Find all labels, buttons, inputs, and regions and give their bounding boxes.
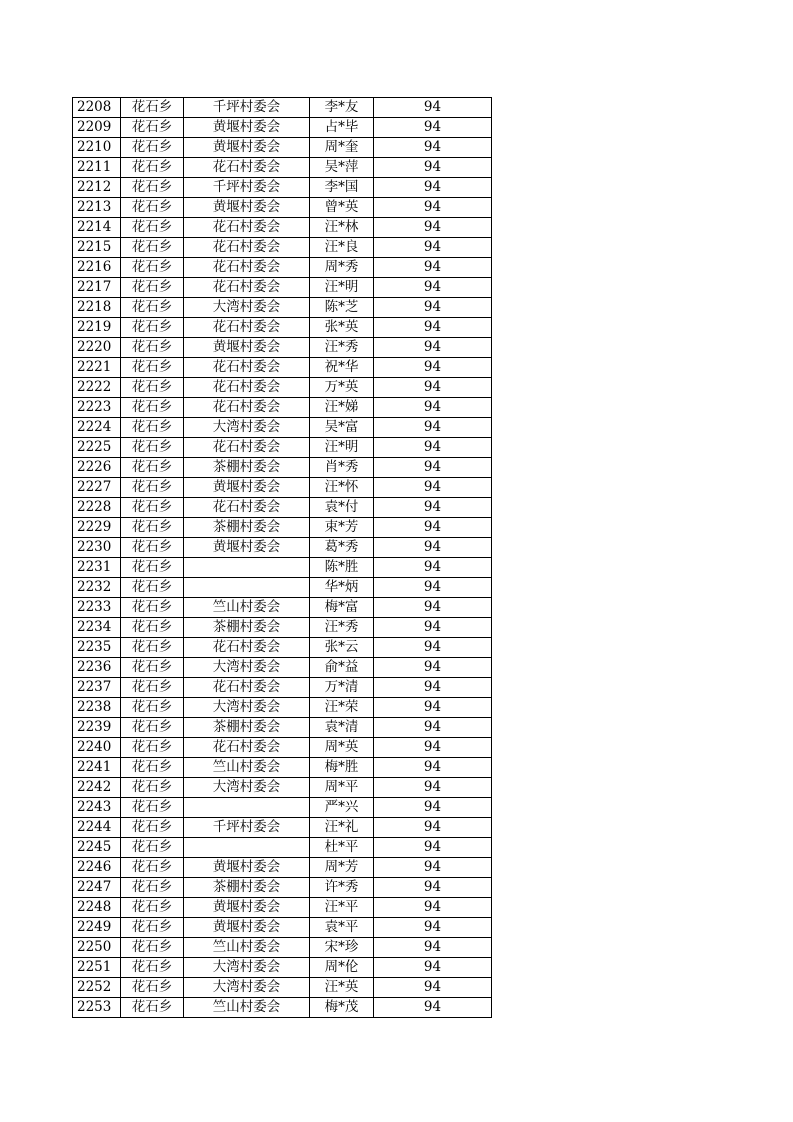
cell-number: 2237 — [73, 678, 121, 698]
cell-score: 94 — [374, 878, 492, 898]
cell-township: 花石乡 — [121, 898, 184, 918]
cell-score: 94 — [374, 418, 492, 438]
cell-number: 2235 — [73, 638, 121, 658]
cell-number: 2229 — [73, 518, 121, 538]
cell-number: 2253 — [73, 998, 121, 1018]
cell-number: 2249 — [73, 918, 121, 938]
cell-score: 94 — [374, 698, 492, 718]
table-row — [73, 958, 492, 978]
cell-person-name: 周*伦 — [310, 958, 374, 978]
cell-score: 94 — [374, 718, 492, 738]
cell-village-committee — [184, 798, 310, 818]
cell-person-name: 周*奎 — [310, 138, 374, 158]
cell-person-name: 杜*平 — [310, 838, 374, 858]
table-row — [73, 538, 492, 558]
cell-village-committee: 竺山村委会 — [184, 998, 310, 1018]
cell-township: 花石乡 — [121, 838, 184, 858]
cell-township: 花石乡 — [121, 558, 184, 578]
cell-score: 94 — [374, 538, 492, 558]
cell-person-name: 万*英 — [310, 378, 374, 398]
cell-village-committee: 花石村委会 — [184, 358, 310, 378]
cell-township: 花石乡 — [121, 298, 184, 318]
table-row — [73, 858, 492, 878]
cell-number: 2238 — [73, 698, 121, 718]
cell-person-name: 陈*胜 — [310, 558, 374, 578]
cell-township: 花石乡 — [121, 778, 184, 798]
cell-village-committee: 花石村委会 — [184, 638, 310, 658]
table-row — [73, 398, 492, 418]
cell-number: 2216 — [73, 258, 121, 278]
table-row — [73, 578, 492, 598]
cell-score: 94 — [374, 818, 492, 838]
cell-township: 花石乡 — [121, 358, 184, 378]
cell-village-committee: 竺山村委会 — [184, 758, 310, 778]
cell-person-name: 周*秀 — [310, 258, 374, 278]
cell-score: 94 — [374, 898, 492, 918]
table-row — [73, 358, 492, 378]
cell-score: 94 — [374, 678, 492, 698]
cell-village-committee: 竺山村委会 — [184, 938, 310, 958]
cell-number: 2252 — [73, 978, 121, 998]
cell-township: 花石乡 — [121, 878, 184, 898]
cell-village-committee: 黄堰村委会 — [184, 898, 310, 918]
cell-number: 2218 — [73, 298, 121, 318]
cell-township: 花石乡 — [121, 218, 184, 238]
cell-village-committee: 茶棚村委会 — [184, 518, 310, 538]
cell-score: 94 — [374, 938, 492, 958]
cell-number: 2245 — [73, 838, 121, 858]
cell-township: 花石乡 — [121, 818, 184, 838]
cell-person-name: 汪*明 — [310, 278, 374, 298]
table-row — [73, 298, 492, 318]
table-row — [73, 598, 492, 618]
table-row — [73, 278, 492, 298]
cell-village-committee: 花石村委会 — [184, 738, 310, 758]
table-row — [73, 918, 492, 938]
cell-person-name: 汪*秀 — [310, 618, 374, 638]
table-row — [73, 498, 492, 518]
cell-person-name: 袁*清 — [310, 718, 374, 738]
cell-score: 94 — [374, 858, 492, 878]
cell-score: 94 — [374, 638, 492, 658]
cell-score: 94 — [374, 98, 492, 118]
cell-person-name: 宋*珍 — [310, 938, 374, 958]
cell-score: 94 — [374, 518, 492, 538]
table-row — [73, 338, 492, 358]
cell-score: 94 — [374, 178, 492, 198]
cell-number: 2224 — [73, 418, 121, 438]
cell-score: 94 — [374, 598, 492, 618]
cell-township: 花石乡 — [121, 718, 184, 738]
cell-score: 94 — [374, 838, 492, 858]
table-row — [73, 638, 492, 658]
table-row — [73, 838, 492, 858]
table-row — [73, 998, 492, 1018]
cell-number: 2219 — [73, 318, 121, 338]
cell-village-committee: 花石村委会 — [184, 498, 310, 518]
cell-township: 花石乡 — [121, 258, 184, 278]
cell-village-committee: 黄堰村委会 — [184, 478, 310, 498]
cell-number: 2227 — [73, 478, 121, 498]
cell-number: 2221 — [73, 358, 121, 378]
cell-person-name: 汪*怀 — [310, 478, 374, 498]
cell-township: 花石乡 — [121, 318, 184, 338]
cell-township: 花石乡 — [121, 398, 184, 418]
cell-score: 94 — [374, 298, 492, 318]
table-row — [73, 378, 492, 398]
cell-number: 2231 — [73, 558, 121, 578]
cell-township: 花石乡 — [121, 918, 184, 938]
cell-township: 花石乡 — [121, 678, 184, 698]
table-row — [73, 518, 492, 538]
cell-village-committee: 千坪村委会 — [184, 98, 310, 118]
table-row — [73, 438, 492, 458]
cell-village-committee — [184, 838, 310, 858]
cell-township: 花石乡 — [121, 958, 184, 978]
cell-number: 2243 — [73, 798, 121, 818]
cell-township: 花石乡 — [121, 738, 184, 758]
cell-township: 花石乡 — [121, 238, 184, 258]
cell-number: 2241 — [73, 758, 121, 778]
cell-score: 94 — [374, 278, 492, 298]
table-row — [73, 798, 492, 818]
cell-township: 花石乡 — [121, 118, 184, 138]
cell-person-name: 华*炳 — [310, 578, 374, 598]
cell-number: 2222 — [73, 378, 121, 398]
cell-score: 94 — [374, 138, 492, 158]
cell-person-name: 周*英 — [310, 738, 374, 758]
cell-person-name: 汪*良 — [310, 238, 374, 258]
cell-person-name: 吴*萍 — [310, 158, 374, 178]
table-row — [73, 658, 492, 678]
cell-number: 2230 — [73, 538, 121, 558]
table-row — [73, 738, 492, 758]
cell-village-committee: 大湾村委会 — [184, 978, 310, 998]
cell-score: 94 — [374, 318, 492, 338]
cell-number: 2240 — [73, 738, 121, 758]
cell-number: 2225 — [73, 438, 121, 458]
cell-score: 94 — [374, 658, 492, 678]
cell-number: 2233 — [73, 598, 121, 618]
table-row — [73, 318, 492, 338]
cell-person-name: 周*平 — [310, 778, 374, 798]
cell-person-name: 许*秀 — [310, 878, 374, 898]
cell-number: 2228 — [73, 498, 121, 518]
cell-village-committee: 大湾村委会 — [184, 658, 310, 678]
cell-number: 2226 — [73, 458, 121, 478]
cell-score: 94 — [374, 618, 492, 638]
table-row — [73, 238, 492, 258]
cell-township: 花石乡 — [121, 658, 184, 678]
cell-township: 花石乡 — [121, 378, 184, 398]
cell-person-name: 梅*胜 — [310, 758, 374, 778]
cell-township: 花石乡 — [121, 578, 184, 598]
cell-village-committee: 黄堰村委会 — [184, 858, 310, 878]
cell-number: 2215 — [73, 238, 121, 258]
cell-score: 94 — [374, 758, 492, 778]
cell-score: 94 — [374, 578, 492, 598]
table-row — [73, 178, 492, 198]
cell-person-name: 袁*付 — [310, 498, 374, 518]
cell-number: 2244 — [73, 818, 121, 838]
cell-village-committee: 花石村委会 — [184, 238, 310, 258]
cell-village-committee: 花石村委会 — [184, 378, 310, 398]
cell-village-committee: 黄堰村委会 — [184, 198, 310, 218]
cell-number: 2246 — [73, 858, 121, 878]
table-row — [73, 198, 492, 218]
cell-person-name: 肖*秀 — [310, 458, 374, 478]
cell-village-committee: 花石村委会 — [184, 678, 310, 698]
cell-number: 2232 — [73, 578, 121, 598]
cell-score: 94 — [374, 738, 492, 758]
cell-village-committee: 花石村委会 — [184, 158, 310, 178]
cell-village-committee: 花石村委会 — [184, 438, 310, 458]
cell-township: 花石乡 — [121, 98, 184, 118]
cell-person-name: 张*英 — [310, 318, 374, 338]
cell-township: 花石乡 — [121, 798, 184, 818]
cell-score: 94 — [374, 258, 492, 278]
cell-township: 花石乡 — [121, 138, 184, 158]
cell-number: 2248 — [73, 898, 121, 918]
cell-township: 花石乡 — [121, 978, 184, 998]
cell-person-name: 汪*礼 — [310, 818, 374, 838]
cell-person-name: 万*清 — [310, 678, 374, 698]
cell-village-committee: 花石村委会 — [184, 318, 310, 338]
cell-village-committee — [184, 558, 310, 578]
cell-score: 94 — [374, 558, 492, 578]
cell-township: 花石乡 — [121, 178, 184, 198]
cell-township: 花石乡 — [121, 418, 184, 438]
cell-township: 花石乡 — [121, 938, 184, 958]
cell-township: 花石乡 — [121, 638, 184, 658]
cell-score: 94 — [374, 398, 492, 418]
cell-person-name: 汪*秀 — [310, 338, 374, 358]
table-row — [73, 718, 492, 738]
table-row — [73, 138, 492, 158]
cell-village-committee: 黄堰村委会 — [184, 138, 310, 158]
cell-person-name: 占*毕 — [310, 118, 374, 138]
cell-number: 2239 — [73, 718, 121, 738]
roster-table — [72, 97, 492, 1018]
cell-score: 94 — [374, 118, 492, 138]
cell-number: 2247 — [73, 878, 121, 898]
cell-number: 2213 — [73, 198, 121, 218]
cell-number: 2220 — [73, 338, 121, 358]
table-row — [73, 678, 492, 698]
cell-village-committee: 大湾村委会 — [184, 418, 310, 438]
cell-village-committee: 黄堰村委会 — [184, 538, 310, 558]
roster-body — [73, 98, 492, 1018]
cell-village-committee: 黄堰村委会 — [184, 918, 310, 938]
cell-person-name: 祝*华 — [310, 358, 374, 378]
cell-number: 2214 — [73, 218, 121, 238]
cell-township: 花石乡 — [121, 458, 184, 478]
cell-village-committee: 茶棚村委会 — [184, 618, 310, 638]
cell-person-name: 梅*富 — [310, 598, 374, 618]
cell-score: 94 — [374, 238, 492, 258]
cell-person-name: 袁*平 — [310, 918, 374, 938]
cell-township: 花石乡 — [121, 498, 184, 518]
cell-number: 2217 — [73, 278, 121, 298]
cell-score: 94 — [374, 218, 492, 238]
table-row — [73, 158, 492, 178]
cell-person-name: 束*芳 — [310, 518, 374, 538]
cell-village-committee: 茶棚村委会 — [184, 718, 310, 738]
cell-score: 94 — [374, 798, 492, 818]
table-row — [73, 478, 492, 498]
table-row — [73, 818, 492, 838]
cell-score: 94 — [374, 998, 492, 1018]
cell-township: 花石乡 — [121, 598, 184, 618]
cell-score: 94 — [374, 778, 492, 798]
cell-village-committee: 千坪村委会 — [184, 178, 310, 198]
cell-number: 2208 — [73, 98, 121, 118]
cell-village-committee: 大湾村委会 — [184, 958, 310, 978]
cell-person-name: 汪*明 — [310, 438, 374, 458]
table-row — [73, 618, 492, 638]
cell-number: 2209 — [73, 118, 121, 138]
table-row — [73, 258, 492, 278]
cell-number: 2223 — [73, 398, 121, 418]
cell-township: 花石乡 — [121, 278, 184, 298]
cell-village-committee: 花石村委会 — [184, 218, 310, 238]
cell-township: 花石乡 — [121, 158, 184, 178]
table-row — [73, 698, 492, 718]
cell-township: 花石乡 — [121, 998, 184, 1018]
cell-township: 花石乡 — [121, 478, 184, 498]
cell-village-committee: 大湾村委会 — [184, 698, 310, 718]
cell-number: 2234 — [73, 618, 121, 638]
table-row — [73, 558, 492, 578]
cell-person-name: 汪*英 — [310, 978, 374, 998]
table-row — [73, 118, 492, 138]
cell-village-committee: 千坪村委会 — [184, 818, 310, 838]
cell-township: 花石乡 — [121, 618, 184, 638]
cell-person-name: 汪*娣 — [310, 398, 374, 418]
cell-person-name: 葛*秀 — [310, 538, 374, 558]
cell-number: 2211 — [73, 158, 121, 178]
cell-person-name: 严*兴 — [310, 798, 374, 818]
cell-village-committee: 茶棚村委会 — [184, 458, 310, 478]
table-row — [73, 458, 492, 478]
cell-person-name: 汪*平 — [310, 898, 374, 918]
cell-township: 花石乡 — [121, 438, 184, 458]
cell-score: 94 — [374, 378, 492, 398]
table-row — [73, 778, 492, 798]
cell-village-committee: 花石村委会 — [184, 258, 310, 278]
cell-score: 94 — [374, 498, 492, 518]
table-row — [73, 98, 492, 118]
cell-number: 2250 — [73, 938, 121, 958]
cell-village-committee: 大湾村委会 — [184, 298, 310, 318]
cell-township: 花石乡 — [121, 198, 184, 218]
cell-number: 2251 — [73, 958, 121, 978]
cell-score: 94 — [374, 918, 492, 938]
cell-score: 94 — [374, 438, 492, 458]
cell-village-committee: 花石村委会 — [184, 398, 310, 418]
cell-village-committee — [184, 578, 310, 598]
table-row — [73, 898, 492, 918]
table-row — [73, 418, 492, 438]
cell-village-committee: 竺山村委会 — [184, 598, 310, 618]
cell-township: 花石乡 — [121, 758, 184, 778]
cell-person-name: 李*友 — [310, 98, 374, 118]
cell-number: 2236 — [73, 658, 121, 678]
cell-person-name: 张*云 — [310, 638, 374, 658]
cell-village-committee: 大湾村委会 — [184, 778, 310, 798]
cell-score: 94 — [374, 358, 492, 378]
cell-village-committee: 黄堰村委会 — [184, 118, 310, 138]
cell-person-name: 周*芳 — [310, 858, 374, 878]
cell-person-name: 李*国 — [310, 178, 374, 198]
cell-person-name: 陈*芝 — [310, 298, 374, 318]
table-row — [73, 878, 492, 898]
cell-village-committee: 黄堰村委会 — [184, 338, 310, 358]
cell-village-committee: 茶棚村委会 — [184, 878, 310, 898]
cell-person-name: 汪*荣 — [310, 698, 374, 718]
cell-person-name: 梅*茂 — [310, 998, 374, 1018]
cell-number: 2212 — [73, 178, 121, 198]
cell-person-name: 俞*益 — [310, 658, 374, 678]
cell-township: 花石乡 — [121, 698, 184, 718]
table-row — [73, 978, 492, 998]
cell-township: 花石乡 — [121, 518, 184, 538]
cell-township: 花石乡 — [121, 338, 184, 358]
cell-person-name: 曾*英 — [310, 198, 374, 218]
cell-number: 2242 — [73, 778, 121, 798]
cell-score: 94 — [374, 478, 492, 498]
cell-score: 94 — [374, 978, 492, 998]
cell-score: 94 — [374, 158, 492, 178]
cell-township: 花石乡 — [121, 858, 184, 878]
cell-score: 94 — [374, 458, 492, 478]
table-row — [73, 758, 492, 778]
table-row — [73, 218, 492, 238]
cell-score: 94 — [374, 958, 492, 978]
table-row — [73, 938, 492, 958]
cell-village-committee: 花石村委会 — [184, 278, 310, 298]
cell-person-name: 汪*林 — [310, 218, 374, 238]
cell-score: 94 — [374, 338, 492, 358]
cell-person-name: 吴*富 — [310, 418, 374, 438]
cell-number: 2210 — [73, 138, 121, 158]
cell-township: 花石乡 — [121, 538, 184, 558]
cell-score: 94 — [374, 198, 492, 218]
